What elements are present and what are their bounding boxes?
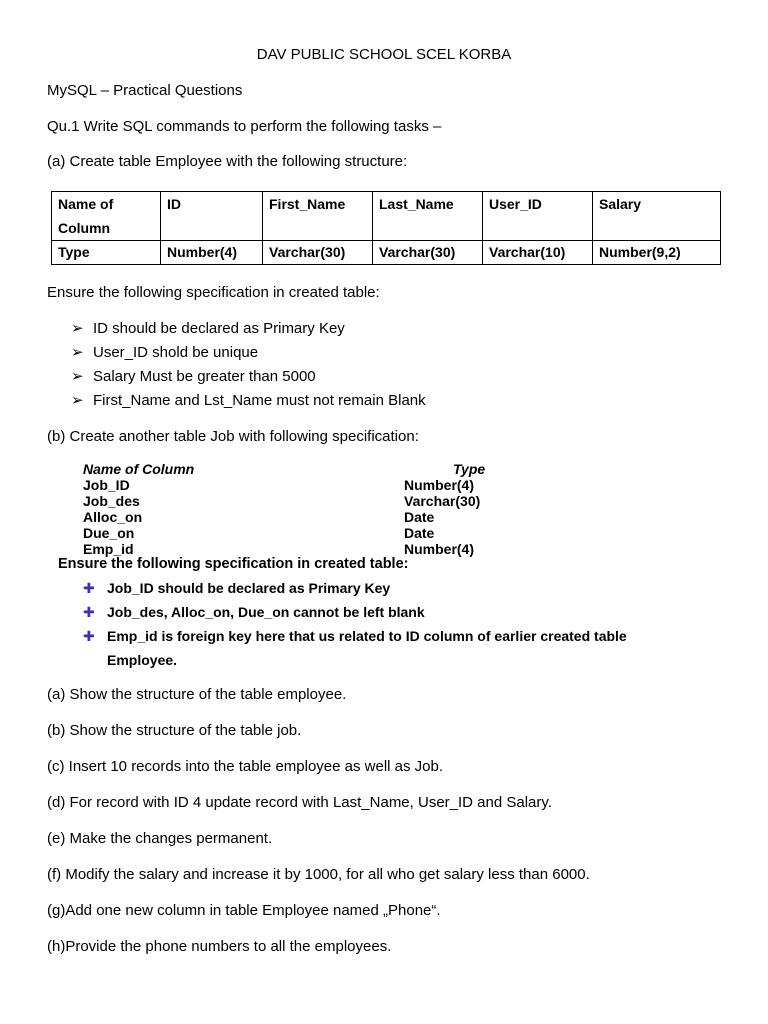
table-cell: Salary [593,192,721,241]
arrow-bullet-icon: ➢ [71,320,84,337]
table-cell: ID [161,192,263,241]
task-item: (f) Modify the salary and increase it by 1000, for all who get salary less than 6000. [47,866,590,883]
document-title: DAV PUBLIC SCHOOL SCEL KORBA [256,46,512,63]
table-cell: User_ID [483,192,593,241]
table-cell: Varchar(10) [483,241,593,265]
table-row [52,241,721,265]
task-item: (d) For record with ID 4 update record with Last_Name, User_ID and Salary. [47,794,552,811]
plus-bullet-icon: ✚ [83,580,95,596]
employee-structure-table [51,191,721,265]
table-cell: Name of Column [52,192,161,241]
job-head-name: Name of Column [83,461,195,477]
table-cell: First_Name [263,192,373,241]
table-cell: Varchar(30) [373,241,483,265]
plus-bullet-icon: ✚ [83,604,95,620]
job-col-type: Date [404,525,435,541]
table-cell: Last_Name [373,192,483,241]
table-cell: Type [52,241,161,265]
arrow-bullet-icon: ➢ [71,344,84,361]
job-col-name: Job_des [83,493,140,509]
subject-heading: MySQL – Practical Questions [47,82,243,99]
part-b-heading: (b) Create another table Job with following specification: [47,428,419,445]
table-cell: Number(9,2) [593,241,721,265]
task-item: (c) Insert 10 records into the table employee as well as Job. [47,758,444,775]
task-item: (b) Show the structure of the table job. [47,722,302,739]
task-item: (g)Add one new column in table Employee named „Phone“. [47,902,441,919]
job-col-name: Emp_id [83,541,134,557]
job-spec-heading: Ensure the following specification in created table: [58,556,409,572]
table-cell: Varchar(30) [263,241,373,265]
question-intro: Qu.1 Write SQL commands to perform the following tasks – [47,118,442,135]
job-col-type: Varchar(30) [404,493,481,509]
job-col-type: Number(4) [404,541,475,557]
arrow-bullet-icon: ➢ [71,392,84,409]
job-col-name: Alloc_on [83,509,143,525]
job-head-type: Type [453,461,486,477]
arrow-bullet-icon: ➢ [71,368,84,385]
job-col-name: Job_ID [83,477,130,493]
plus-bullet-icon: ✚ [83,628,95,644]
job-col-name: Due_on [83,525,135,541]
list-item-continuation: Employee. [107,652,178,668]
task-item: (e) Make the changes permanent. [47,830,273,847]
task-item: (a) Show the structure of the table employee. [47,686,347,703]
job-col-type: Number(4) [404,477,475,493]
table-cell: Number(4) [161,241,263,265]
table-row [52,192,721,241]
spec-heading: Ensure the following specification in created table: [47,284,380,301]
part-a-heading: (a) Create table Employee with the following structure: [47,153,408,170]
job-col-type: Date [404,509,435,525]
task-item: (h)Provide the phone numbers to all the employees. [47,938,392,955]
